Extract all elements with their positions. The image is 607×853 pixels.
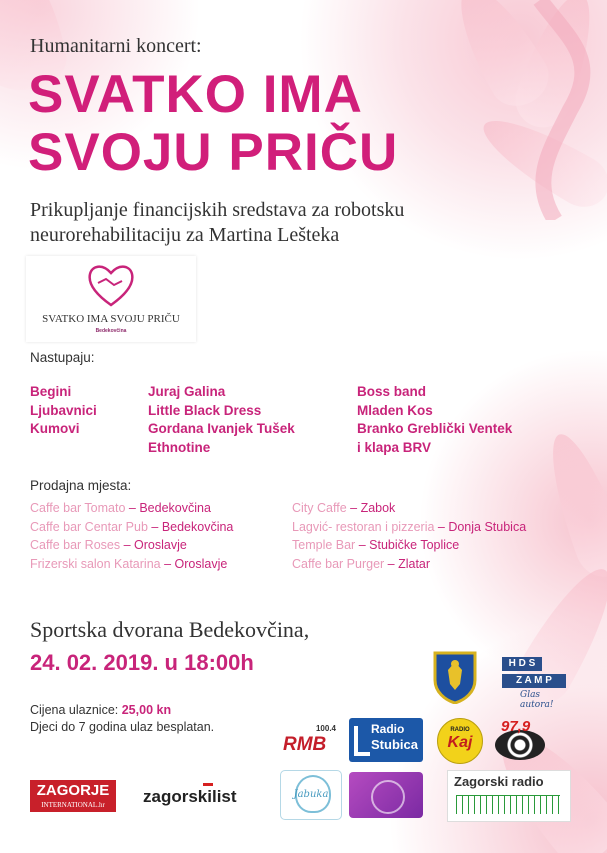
zagorski-list-part1: zagorski <box>143 787 212 806</box>
hds-letters: H D S <box>502 657 542 671</box>
subtitle <box>30 198 510 248</box>
radio-kaj-logo <box>437 718 483 764</box>
sales-point-town: Bedekovčina <box>161 519 234 534</box>
sales-point-town: Oroslavje <box>134 538 187 552</box>
frequency-scale-icon <box>456 795 560 814</box>
jabuka-logo <box>280 770 342 820</box>
radio-979-number: 97,9 <box>501 718 531 735</box>
purple-sponsor-ring-icon <box>371 780 405 814</box>
performers-col1 <box>30 383 97 439</box>
performer: Kumovi <box>30 421 80 436</box>
sales-point-name: Caffe bar Centar Pub <box>30 519 148 534</box>
rmb-radio-logo <box>283 724 338 759</box>
hds-zamp-logo <box>498 657 570 710</box>
sales-point <box>292 518 526 537</box>
performer: Juraj Galina <box>148 384 226 399</box>
performer: Mladen Kos <box>357 402 433 418</box>
sales-point-name: Caffe bar Purger <box>292 556 385 571</box>
sales-point <box>30 536 233 555</box>
sales-list-right <box>292 499 526 573</box>
performers-col2 <box>148 383 295 457</box>
heart-hands-icon <box>86 261 136 309</box>
performer: Begini <box>30 384 72 399</box>
zagorski-radio-name: Zagorski radio <box>454 774 544 789</box>
sales-point-name: City Caffe <box>292 501 347 515</box>
zamp-letters: Z A M P <box>502 674 566 688</box>
logo-name: SVATKO IMA SVOJU PRIČU <box>42 313 180 325</box>
sales-point-separator: – <box>125 501 140 515</box>
sales-point-name: Lagvić- restoran i pizzeria <box>292 519 435 534</box>
radio-stubica-line1: Radio <box>371 722 405 736</box>
campaign-logo <box>26 256 196 342</box>
pre-title: Humanitarni koncert: <box>30 35 202 57</box>
radio-kaj-name: Kaj <box>447 734 473 751</box>
sales-point-name: Frizerski salon Katarina <box>30 556 161 571</box>
sales-point-town: Oroslavje <box>174 556 228 571</box>
radio-kaj-top: RADIO <box>450 727 470 733</box>
sales-point <box>292 499 526 518</box>
flower-petal-decoration <box>536 426 607 584</box>
event-datetime: 24. 02. 2019. u 18:00h <box>30 650 254 675</box>
radio-stubica-logo <box>349 718 423 762</box>
performers-col3 <box>357 383 512 457</box>
sales-point-separator: – <box>346 501 361 515</box>
price-label: Cijena ulaznice: <box>30 703 119 717</box>
zagorje-international-logo <box>30 780 116 812</box>
performer: Ethnotine <box>148 439 211 455</box>
sales-point-town: Zlatar <box>398 556 431 571</box>
hds-tagline: Glas autora! <box>520 690 554 710</box>
rmb-frequency: 100.4 <box>315 724 336 733</box>
performer: i klapa BRV <box>357 439 432 455</box>
performers-label: Nastupaju: <box>30 350 95 365</box>
sales-point <box>292 555 526 574</box>
sales-point <box>30 555 233 574</box>
sales-point-separator: – <box>147 519 162 534</box>
zagorje-name: ZAGORJE <box>36 782 110 799</box>
zagorski-list-logo <box>143 787 237 807</box>
sales-point-separator: – <box>160 556 175 571</box>
page-title-line1: SVATKO IMA <box>28 65 363 124</box>
sales-point-town: Zabok <box>360 501 396 515</box>
sales-point-name: Temple Bar <box>292 538 356 552</box>
sales-point-town: Bedekovčina <box>139 501 211 515</box>
subtitle-line1: Prikupljanje financijskih sredstava za robotsku <box>30 199 405 221</box>
zagorski-list-part2: list <box>211 787 237 806</box>
performer: Branko Greblički Ventek <box>357 421 513 436</box>
purple-sponsor-logo <box>349 772 423 818</box>
sales-point <box>30 518 233 537</box>
price-value: 25,00 kn <box>121 703 172 717</box>
sales-point-name: Caffe bar Tomato <box>30 501 126 515</box>
performer: Ljubavnici <box>30 402 97 418</box>
performer: Gordana Ivanjek Tušek <box>148 421 295 436</box>
sales-point-separator: – <box>434 519 449 534</box>
performer: Boss band <box>357 384 427 399</box>
radio-stubica-line2: Stubica <box>371 737 418 752</box>
sales-point-separator: – <box>355 538 370 552</box>
sales-point-name: Caffe bar Roses <box>30 538 121 552</box>
sales-point <box>30 499 233 518</box>
radio-979-logo <box>493 718 547 762</box>
jabuka-name: Jabuka <box>293 789 329 800</box>
sales-point-town: Stubičke Toplice <box>369 538 460 552</box>
page-title-line2: SVOJU PRIČU <box>28 123 399 182</box>
sales-point <box>292 536 526 555</box>
kids-note: Djeci do 7 godina ulaz besplatan. <box>30 720 215 734</box>
event-venue: Sportska dvorana Bedekovčina, <box>30 617 310 642</box>
performer: Little Black Dress <box>148 402 262 418</box>
zagorski-radio-logo <box>447 770 571 822</box>
ticket-price <box>30 703 171 717</box>
sales-point-separator: – <box>120 538 135 552</box>
coat-of-arms-icon <box>432 650 478 704</box>
rmb-name: RMB <box>283 734 327 755</box>
sales-list-left <box>30 499 233 573</box>
sales-point-town: Donja Stubica <box>448 519 527 534</box>
awareness-ribbon-icon <box>510 0 607 220</box>
radio-stubica-mark-icon <box>354 726 370 756</box>
sales-label: Prodajna mjesta: <box>30 478 132 493</box>
subtitle-line2: neurorehabilitaciju za Martina Lešteka <box>30 224 340 246</box>
zagorje-sub: INTERNATIONAL.hr <box>41 801 105 809</box>
zagorski-list-underline <box>203 783 213 786</box>
logo-place: Bedekovčina <box>95 328 127 334</box>
sales-point-separator: – <box>384 556 399 571</box>
